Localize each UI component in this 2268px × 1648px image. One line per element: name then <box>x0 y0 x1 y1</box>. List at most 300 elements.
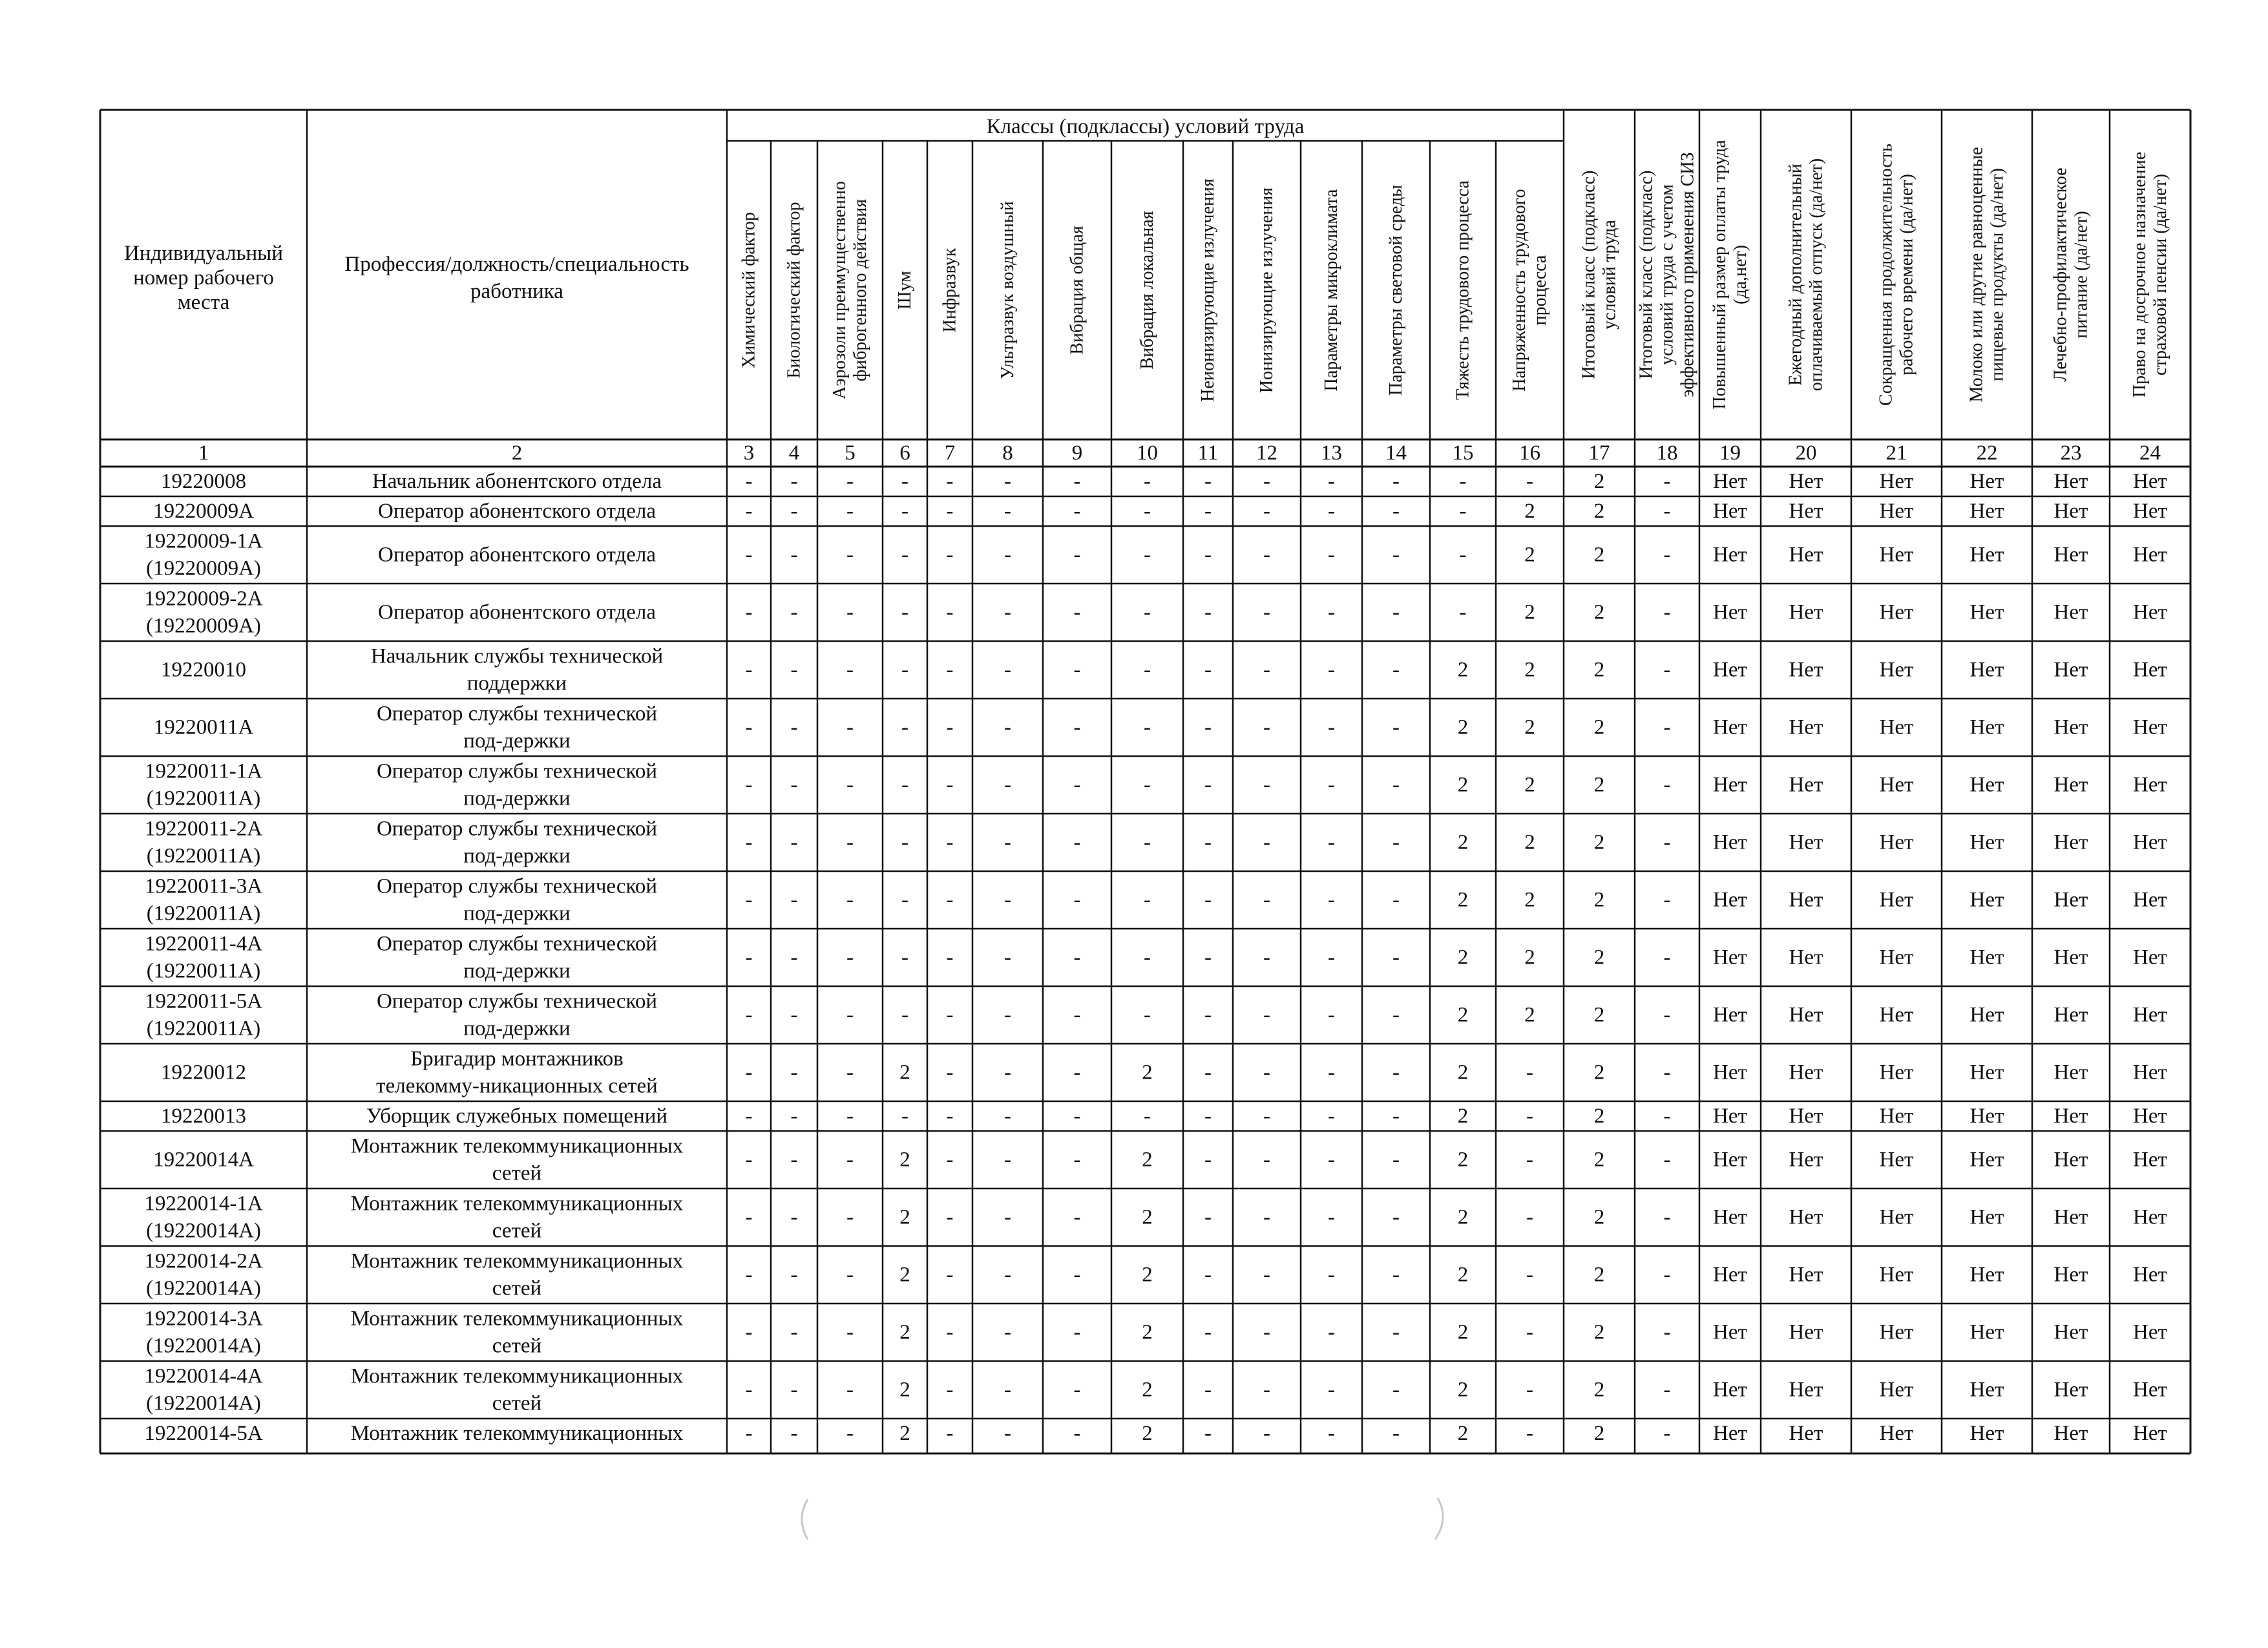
cell-col-13: - <box>1328 1205 1335 1229</box>
cell-col-12: - <box>1263 470 1270 493</box>
cell-col-6: - <box>901 773 908 797</box>
cell-col-5: - <box>846 1148 854 1172</box>
cell-col-5: - <box>846 500 854 523</box>
cell-col-22: Нет <box>1969 600 2004 624</box>
profession-name-line: Оператор службы технической <box>376 874 658 898</box>
cell-col-24: Нет <box>2133 1148 2167 1172</box>
cell-col-12: - <box>1263 1148 1270 1172</box>
cell-col-4: - <box>790 1422 798 1445</box>
workplace-number-line: 19220011-4А <box>144 932 263 956</box>
workplace-number-line: 19220013 <box>161 1104 246 1128</box>
summary-header-19-line: (да,нет) <box>1730 245 1750 304</box>
cell-col-3: - <box>745 500 753 523</box>
cell-col-20: Нет <box>1789 773 1823 797</box>
cell-col-7: - <box>946 500 954 523</box>
cell-col-7: - <box>946 888 954 912</box>
factor-header-3-line: Химический фактор <box>739 212 759 368</box>
cell-col-3: - <box>745 1422 753 1445</box>
cell-col-14: - <box>1392 715 1400 739</box>
cell-col-9: - <box>1073 715 1081 739</box>
cell-col-18: - <box>1663 945 1671 969</box>
workplace-number-line: 19220008 <box>161 470 246 493</box>
cell-col-22: Нет <box>1969 1320 2004 1344</box>
cell-col-10: - <box>1144 1104 1151 1128</box>
cell-col-17: 2 <box>1593 1263 1605 1287</box>
cell-col-24: Нет <box>2133 1320 2167 1344</box>
cell-col-13: - <box>1328 1263 1335 1287</box>
cell-col-12: - <box>1263 1061 1270 1084</box>
cell-col-22: Нет <box>1969 1378 2004 1402</box>
cell-col-14: - <box>1392 773 1400 797</box>
cell-col-8: - <box>1004 1061 1011 1084</box>
cell-col-7: - <box>946 830 954 854</box>
cell-col-7: - <box>946 1263 954 1287</box>
cell-col-21: Нет <box>1879 1263 1914 1287</box>
profession-name-line: Оператор службы технической <box>376 702 658 726</box>
cell-col-6: - <box>901 658 908 682</box>
cell-col-14: - <box>1392 1263 1400 1287</box>
cell-col-22: Нет <box>1969 945 2004 969</box>
cell-col-8: - <box>1004 1205 1011 1229</box>
cell-col-9: - <box>1073 945 1081 969</box>
cell-col-16: - <box>1526 1378 1533 1402</box>
cell-col-18: - <box>1663 1422 1671 1445</box>
workplace-number-line: (19220009А) <box>146 614 261 638</box>
workplace-number <box>144 587 262 638</box>
cell-col-17: 2 <box>1593 1003 1605 1027</box>
cell-col-18: - <box>1663 1205 1671 1229</box>
cell-col-15: 2 <box>1457 658 1469 682</box>
cell-col-19: Нет <box>1713 1205 1747 1229</box>
cell-col-4: - <box>790 1104 798 1128</box>
cell-col-12: - <box>1263 773 1270 797</box>
cell-col-17: 2 <box>1593 945 1605 969</box>
cell-col-16: 2 <box>1524 945 1535 969</box>
profession-name-line: Оператор службы технической <box>376 817 658 841</box>
summary-header-17-line: условий труда <box>1599 220 1620 330</box>
cell-col-9: - <box>1073 1003 1081 1027</box>
cell-col-14: - <box>1392 500 1400 523</box>
cell-col-19: Нет <box>1713 658 1747 682</box>
cell-col-17: 2 <box>1593 1104 1605 1128</box>
cell-col-7: - <box>946 600 954 624</box>
factor-header-12-line: Ионизирующие излучения <box>1257 187 1277 394</box>
profession-header <box>344 253 689 303</box>
column-number-19: 19 <box>1719 441 1741 465</box>
cell-col-18: - <box>1663 1263 1671 1287</box>
profession-name-line: под-держки <box>463 787 571 810</box>
cell-col-21: Нет <box>1879 1003 1914 1027</box>
cell-col-11: - <box>1204 1378 1212 1402</box>
cell-col-15: - <box>1459 500 1467 523</box>
profession-name <box>377 875 657 925</box>
cell-col-20: Нет <box>1789 658 1823 682</box>
cell-col-23: Нет <box>2053 1378 2088 1402</box>
cell-col-3: - <box>745 1263 753 1287</box>
cell-col-12: - <box>1263 715 1270 739</box>
cell-col-3: - <box>745 1205 753 1229</box>
cell-col-13: - <box>1328 1061 1335 1084</box>
cell-col-10: 2 <box>1142 1320 1153 1344</box>
cell-col-6: 2 <box>899 1378 910 1402</box>
cell-col-12: - <box>1263 658 1270 682</box>
cell-col-16: 2 <box>1524 1003 1535 1027</box>
cell-col-15: 2 <box>1457 1003 1469 1027</box>
column-number-16: 16 <box>1519 441 1540 465</box>
profession-name-line: под-держки <box>463 729 571 753</box>
cell-col-24: Нет <box>2133 500 2167 523</box>
cell-col-10: - <box>1144 773 1151 797</box>
cell-col-8: - <box>1004 543 1011 567</box>
profession-name-line: под-держки <box>463 1017 571 1041</box>
factor-header-16 <box>1509 189 1550 391</box>
cell-col-4: - <box>790 600 798 624</box>
cell-col-21: Нет <box>1879 543 1914 567</box>
cell-col-4: - <box>790 888 798 912</box>
cell-col-4: - <box>790 543 798 567</box>
cell-col-11: - <box>1204 1148 1212 1172</box>
cell-col-18: - <box>1663 1003 1671 1027</box>
cell-col-17: 2 <box>1593 1061 1605 1084</box>
workplace-number-line: (19220011А) <box>146 902 261 925</box>
factor-header-14-line: Параметры световой среды <box>1386 185 1406 396</box>
cell-col-24: Нет <box>2133 1263 2167 1287</box>
cell-col-18: - <box>1663 715 1671 739</box>
profession-name-line: Оператор абонентского отдела <box>378 543 656 567</box>
cell-col-23: Нет <box>2053 1320 2088 1344</box>
cell-col-15: 2 <box>1457 715 1469 739</box>
cell-col-4: - <box>790 830 798 854</box>
cell-col-24: Нет <box>2133 1422 2167 1445</box>
summary-header-20-line: оплачиваемый отпуск (да/нет) <box>1806 158 1827 392</box>
cell-col-8: - <box>1004 1320 1011 1344</box>
cell-col-18: - <box>1663 830 1671 854</box>
cell-col-20: Нет <box>1789 1104 1823 1128</box>
cell-col-12: - <box>1263 1205 1270 1229</box>
cell-col-3: - <box>745 1320 753 1344</box>
cell-col-13: - <box>1328 1003 1335 1027</box>
profession-name-line: сетей <box>492 1334 542 1358</box>
workplace-number-header <box>124 242 283 314</box>
profession-header-line: работника <box>470 280 563 303</box>
cell-col-10: - <box>1144 715 1151 739</box>
cell-col-12: - <box>1263 888 1270 912</box>
cell-col-5: - <box>846 830 854 854</box>
cell-col-16: 2 <box>1524 658 1535 682</box>
workplace-number <box>153 500 254 523</box>
cell-col-15: 2 <box>1457 1263 1469 1287</box>
cell-col-11: - <box>1204 945 1212 969</box>
column-number-22: 22 <box>1976 441 1998 465</box>
cell-col-15: 2 <box>1457 1320 1469 1344</box>
cell-col-7: - <box>946 1320 954 1344</box>
cell-col-24: Нет <box>2133 1003 2167 1027</box>
cell-col-10: 2 <box>1142 1148 1153 1172</box>
cell-col-23: Нет <box>2053 500 2088 523</box>
cell-col-22: Нет <box>1969 1148 2004 1172</box>
cell-col-14: - <box>1392 470 1400 493</box>
cell-col-23: Нет <box>2053 1104 2088 1128</box>
cell-col-8: - <box>1004 945 1011 969</box>
cell-col-7: - <box>946 470 954 493</box>
cell-col-23: Нет <box>2053 543 2088 567</box>
cell-col-15: - <box>1459 470 1467 493</box>
cell-col-14: - <box>1392 1320 1400 1344</box>
cell-col-22: Нет <box>1969 888 2004 912</box>
cell-col-13: - <box>1328 830 1335 854</box>
cell-col-23: Нет <box>2053 945 2088 969</box>
workplace-number-header-line: Индивидуальный <box>124 242 283 265</box>
cell-col-15: 2 <box>1457 1148 1469 1172</box>
cell-col-10: - <box>1144 600 1151 624</box>
column-number-10: 10 <box>1137 441 1158 465</box>
workplace-number-header-line: номер рабочего <box>133 266 274 290</box>
cell-col-19: Нет <box>1713 1003 1747 1027</box>
cell-col-10: - <box>1144 658 1151 682</box>
cell-col-20: Нет <box>1789 830 1823 854</box>
cell-col-14: - <box>1392 888 1400 912</box>
cell-col-14: - <box>1392 1061 1400 1084</box>
workplace-number <box>161 659 246 682</box>
cell-col-18: - <box>1663 1378 1671 1402</box>
cell-col-13: - <box>1328 1320 1335 1344</box>
profession-name <box>372 470 662 493</box>
cell-col-8: - <box>1004 1422 1011 1445</box>
cell-col-17: 2 <box>1593 1148 1605 1172</box>
cell-col-5: - <box>846 658 854 682</box>
cell-col-14: - <box>1392 830 1400 854</box>
cell-col-22: Нет <box>1969 1061 2004 1084</box>
profession-name <box>366 1104 667 1128</box>
cell-col-12: - <box>1263 543 1270 567</box>
cell-col-4: - <box>790 1061 798 1084</box>
profession-name <box>351 1307 684 1358</box>
factor-header-8 <box>998 201 1018 379</box>
cell-col-23: Нет <box>2053 1061 2088 1084</box>
cell-col-8: - <box>1004 1104 1011 1128</box>
summary-header-19-line: Повышенный размер оплаты труда <box>1710 140 1730 410</box>
cell-col-23: Нет <box>2053 1205 2088 1229</box>
cell-col-11: - <box>1204 1263 1212 1287</box>
cell-col-17: 2 <box>1593 543 1605 567</box>
cell-col-18: - <box>1663 773 1671 797</box>
profession-name <box>351 1365 684 1415</box>
cell-col-21: Нет <box>1879 945 1914 969</box>
factor-header-11-line: Неионизирующие излучения <box>1198 178 1218 402</box>
column-number-13: 13 <box>1321 441 1342 465</box>
cell-col-19: Нет <box>1713 945 1747 969</box>
cell-col-13: - <box>1328 470 1335 493</box>
cell-col-3: - <box>745 945 753 969</box>
cell-col-19: Нет <box>1713 1263 1747 1287</box>
cell-col-7: - <box>946 715 954 739</box>
cell-col-12: - <box>1263 1422 1270 1445</box>
cell-col-9: - <box>1073 600 1081 624</box>
cell-col-20: Нет <box>1789 1263 1823 1287</box>
cell-col-3: - <box>745 1003 753 1027</box>
cell-col-15: 2 <box>1457 1104 1469 1128</box>
cell-col-4: - <box>790 1205 798 1229</box>
cell-col-14: - <box>1392 1003 1400 1027</box>
cell-col-13: - <box>1328 1378 1335 1402</box>
cell-col-22: Нет <box>1969 470 2004 493</box>
cell-col-21: Нет <box>1879 470 1914 493</box>
cell-col-4: - <box>790 1320 798 1344</box>
summary-header-18 <box>1637 152 1698 397</box>
cell-col-22: Нет <box>1969 1003 2004 1027</box>
cell-col-5: - <box>846 1104 854 1128</box>
cell-col-8: - <box>1004 773 1011 797</box>
workplace-number <box>145 990 262 1041</box>
cell-col-17: 2 <box>1593 1320 1605 1344</box>
cell-col-3: - <box>745 470 753 493</box>
cell-col-11: - <box>1204 888 1212 912</box>
cell-col-3: - <box>745 1104 753 1128</box>
profession-name <box>351 1135 684 1185</box>
profession-name <box>378 544 656 567</box>
factor-header-10 <box>1137 211 1157 369</box>
workplace-number-line: 19220014-3А <box>144 1307 263 1331</box>
workplace-number <box>161 470 246 493</box>
cell-col-10: - <box>1144 945 1151 969</box>
profession-name-line: под-держки <box>463 844 571 868</box>
cell-col-9: - <box>1073 1104 1081 1128</box>
cell-col-15: - <box>1459 543 1467 567</box>
cell-col-24: Нет <box>2133 1205 2167 1229</box>
cell-col-6: - <box>901 1104 908 1128</box>
workplace-number-line: 19220014-2А <box>144 1249 263 1273</box>
cell-col-17: 2 <box>1593 1422 1605 1445</box>
cell-col-15: 2 <box>1457 1061 1469 1084</box>
cell-col-17: 2 <box>1593 500 1605 523</box>
cell-col-21: Нет <box>1879 715 1914 739</box>
workplace-number-line: (19220014А) <box>146 1391 261 1415</box>
summary-header-18-line: условий труда с учетом <box>1657 184 1677 365</box>
cell-col-24: Нет <box>2133 830 2167 854</box>
cell-col-9: - <box>1073 1378 1081 1402</box>
workplace-number-line: 19220014А <box>153 1148 254 1172</box>
cell-col-11: - <box>1204 1003 1212 1027</box>
cell-col-4: - <box>790 773 798 797</box>
profession-name-line: сетей <box>492 1391 542 1415</box>
summary-header-17-line: Итоговый класс (подкласс) <box>1579 170 1599 379</box>
cell-col-13: - <box>1328 1422 1335 1445</box>
cell-col-21: Нет <box>1879 773 1914 797</box>
cell-col-19: Нет <box>1713 1320 1747 1344</box>
cell-col-7: - <box>946 945 954 969</box>
factor-header-5-line: Аэрозоли преимущественно <box>830 181 850 399</box>
factor-header-16-line: Напряженность трудового <box>1509 189 1529 392</box>
cell-col-10: 2 <box>1142 1205 1153 1229</box>
cell-col-9: - <box>1073 888 1081 912</box>
summary-header-21-line: Сокращенная продолжительность <box>1876 143 1896 406</box>
cell-col-3: - <box>745 773 753 797</box>
cell-col-21: Нет <box>1879 500 1914 523</box>
cell-col-4: - <box>790 470 798 493</box>
cell-col-20: Нет <box>1789 1003 1823 1027</box>
cell-col-20: Нет <box>1789 1205 1823 1229</box>
cell-col-11: - <box>1204 1061 1212 1084</box>
cell-col-3: - <box>745 658 753 682</box>
cell-col-18: - <box>1663 543 1671 567</box>
cell-col-3: - <box>745 543 753 567</box>
cell-col-19: Нет <box>1713 830 1747 854</box>
column-number-11: 11 <box>1197 441 1219 465</box>
cell-col-9: - <box>1073 773 1081 797</box>
profession-name-line: Оператор службы технической <box>376 932 658 956</box>
cell-col-14: - <box>1392 658 1400 682</box>
profession-name <box>376 1048 658 1098</box>
cell-col-10: - <box>1144 1003 1151 1027</box>
factor-header-3 <box>739 212 759 368</box>
profession-name-line: под-держки <box>463 902 571 925</box>
workplace-number-line: 19220009-1А <box>144 529 263 553</box>
column-number-18: 18 <box>1656 441 1678 465</box>
scan-mark <box>802 1499 808 1539</box>
summary-header-23 <box>2051 167 2092 381</box>
profession-name <box>371 645 663 695</box>
profession-name-line: Монтажник телекоммуникационных <box>350 1307 684 1331</box>
summary-header-19 <box>1710 140 1750 410</box>
factor-header-8-line: Ультразвук воздушный <box>998 201 1018 379</box>
column-number-4: 4 <box>788 441 800 465</box>
summary-header-22-line: Молоко или другие равноценные <box>1966 147 1987 403</box>
workplace-number-line: 19220009А <box>153 500 254 523</box>
cell-col-17: 2 <box>1593 1378 1605 1402</box>
cell-col-6: - <box>901 715 908 739</box>
summary-header-21 <box>1876 143 1917 406</box>
cell-col-18: - <box>1663 1320 1671 1344</box>
cell-col-21: Нет <box>1879 1320 1914 1344</box>
cell-col-24: Нет <box>2133 658 2167 682</box>
cell-col-5: - <box>846 543 854 567</box>
cell-col-21: Нет <box>1879 1205 1914 1229</box>
cell-col-8: - <box>1004 1378 1011 1402</box>
workplace-number <box>153 1148 254 1172</box>
cell-col-20: Нет <box>1789 600 1823 624</box>
summary-header-20 <box>1786 158 1827 391</box>
column-number-6: 6 <box>899 441 910 465</box>
workplace-number <box>144 1250 262 1300</box>
cell-col-5: - <box>846 945 854 969</box>
cell-col-17: 2 <box>1593 470 1605 493</box>
cell-col-23: Нет <box>2053 830 2088 854</box>
cell-col-15: 2 <box>1457 830 1469 854</box>
cell-col-20: Нет <box>1789 888 1823 912</box>
summary-header-24-line: Право на досрочное назначение <box>2130 151 2150 398</box>
cell-col-10: - <box>1144 888 1151 912</box>
cell-col-13: - <box>1328 500 1335 523</box>
workplace-number-line: 19220009-2А <box>144 587 263 611</box>
cell-col-13: - <box>1328 658 1335 682</box>
workplace-number <box>145 760 262 810</box>
cell-col-9: - <box>1073 1205 1081 1229</box>
cell-col-20: Нет <box>1789 1061 1823 1084</box>
cell-col-16: - <box>1526 1061 1533 1084</box>
factor-header-9-line: Вибрация общая <box>1067 226 1087 355</box>
cell-col-3: - <box>745 1378 753 1402</box>
cell-col-21: Нет <box>1879 658 1914 682</box>
cell-col-15: 2 <box>1457 945 1469 969</box>
cell-col-3: - <box>745 1061 753 1084</box>
cell-col-17: 2 <box>1593 1205 1605 1229</box>
cell-col-20: Нет <box>1789 470 1823 493</box>
cell-col-16: 2 <box>1524 888 1535 912</box>
cell-col-8: - <box>1004 1263 1011 1287</box>
cell-col-6: - <box>901 830 908 854</box>
cell-col-7: - <box>946 543 954 567</box>
cell-col-9: - <box>1073 470 1081 493</box>
